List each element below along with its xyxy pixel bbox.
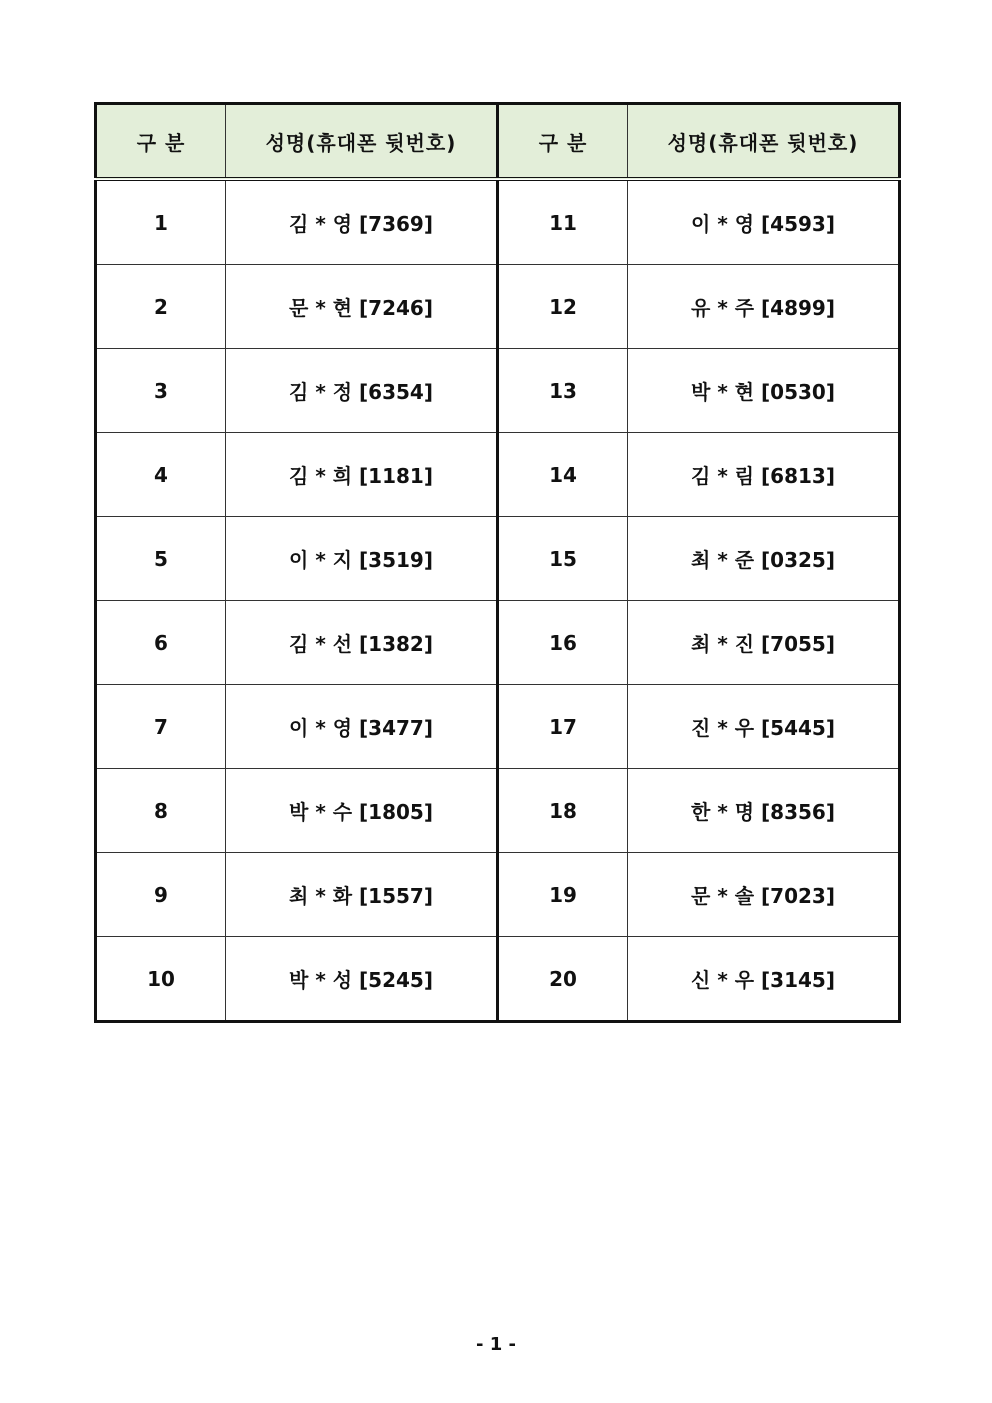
right-number-cell: 17 [498,685,628,769]
left-number-cell: 10 [96,937,226,1022]
table-row [96,179,900,265]
right-name-cell: 한 * 명 [8356] [628,769,900,853]
header-category-right: 구 분 [498,104,628,180]
winners-table [94,102,901,1023]
right-number-cell: 16 [498,601,628,685]
table-row [96,685,900,769]
left-number-cell: 8 [96,769,226,853]
right-name-cell: 김 * 림 [6813] [628,433,900,517]
table-row [96,349,900,433]
left-number-cell: 3 [96,349,226,433]
right-name-cell: 신 * 우 [3145] [628,937,900,1022]
header-name-left: 성명(휴대폰 뒷번호) [226,104,498,180]
table-row [96,853,900,937]
left-name-cell: 김 * 정 [6354] [226,349,498,433]
winners-table-container [94,102,900,1023]
page-number: - 1 - [476,1334,516,1355]
right-number-cell: 14 [498,433,628,517]
table-row [96,601,900,685]
right-name-cell: 최 * 진 [7055] [628,601,900,685]
left-name-cell: 박 * 성 [5245] [226,937,498,1022]
right-number-cell: 11 [498,179,628,265]
left-number-cell: 7 [96,685,226,769]
right-name-cell: 진 * 우 [5445] [628,685,900,769]
left-number-cell: 4 [96,433,226,517]
right-name-cell: 박 * 현 [0530] [628,349,900,433]
table-row [96,517,900,601]
header-name-right: 성명(휴대폰 뒷번호) [628,104,900,180]
table-row [96,265,900,349]
left-name-cell: 김 * 선 [1382] [226,601,498,685]
table-row [96,937,900,1022]
left-name-cell: 박 * 수 [1805] [226,769,498,853]
right-name-cell: 이 * 영 [4593] [628,179,900,265]
header-category-left: 구 분 [96,104,226,180]
left-number-cell: 5 [96,517,226,601]
left-name-cell: 김 * 희 [1181] [226,433,498,517]
right-name-cell: 문 * 솔 [7023] [628,853,900,937]
left-number-cell: 2 [96,265,226,349]
table-header-row [96,104,900,180]
right-number-cell: 19 [498,853,628,937]
left-name-cell: 이 * 영 [3477] [226,685,498,769]
right-number-cell: 20 [498,937,628,1022]
right-number-cell: 13 [498,349,628,433]
table-body [96,179,900,1022]
left-number-cell: 1 [96,179,226,265]
left-name-cell: 문 * 현 [7246] [226,265,498,349]
left-name-cell: 이 * 지 [3519] [226,517,498,601]
right-name-cell: 최 * 준 [0325] [628,517,900,601]
left-number-cell: 6 [96,601,226,685]
right-number-cell: 15 [498,517,628,601]
left-number-cell: 9 [96,853,226,937]
right-number-cell: 18 [498,769,628,853]
right-name-cell: 유 * 주 [4899] [628,265,900,349]
table-row [96,769,900,853]
left-name-cell: 김 * 영 [7369] [226,179,498,265]
table-row [96,433,900,517]
left-name-cell: 최 * 화 [1557] [226,853,498,937]
right-number-cell: 12 [498,265,628,349]
